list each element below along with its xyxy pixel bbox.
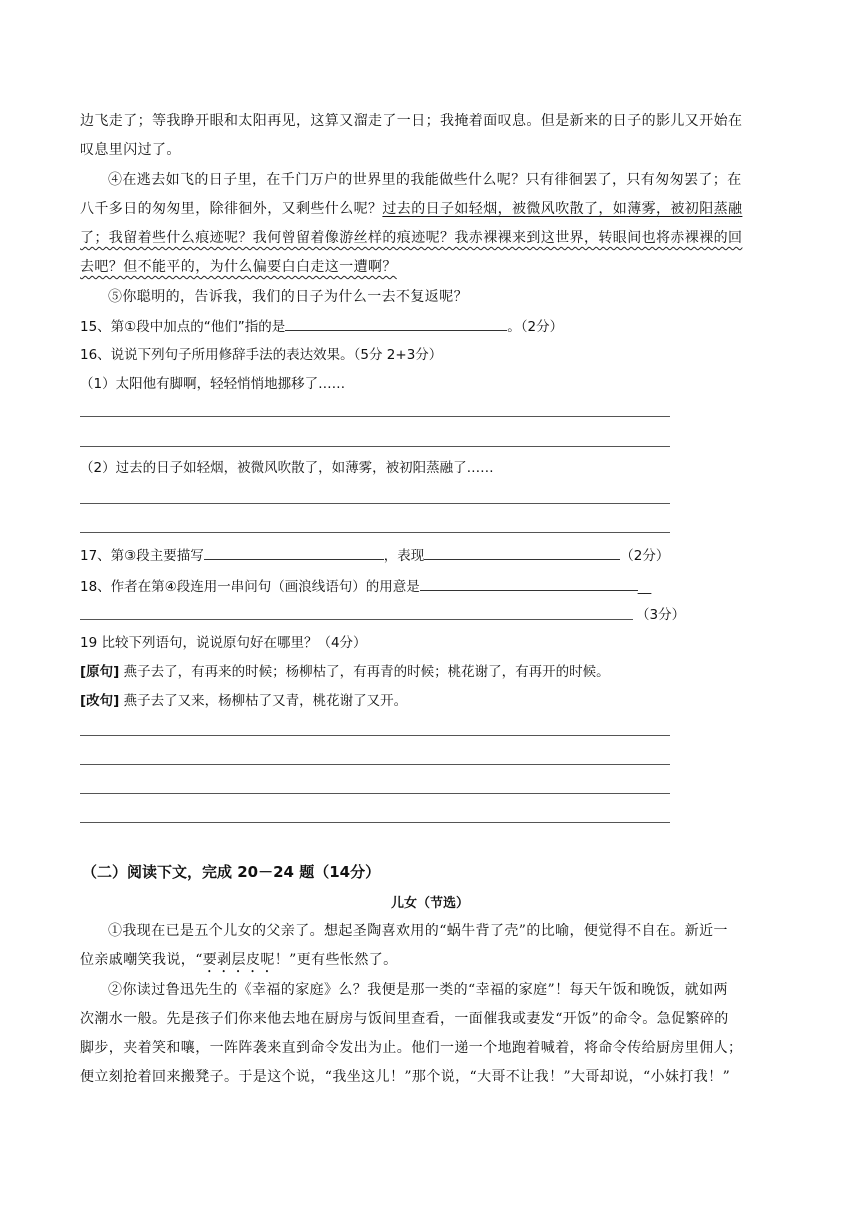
question-16-1: （1）太阳他有脚啊，轻轻悄悄地挪移了……: [80, 376, 346, 392]
question-16-2: （2）过去的日子如轻烟，被微风吹散了，如薄雾，被初阳蒸融了……: [80, 460, 494, 476]
question-18-score: （3分）: [636, 607, 686, 623]
question-17-blank-1[interactable]: [204, 545, 384, 560]
paragraph-5: ⑤你聪明的，告诉我，我们的日子为什么一去不复返呢？: [108, 289, 468, 305]
p1-line-2-start: 位亲戚嘲笑我说，: [80, 952, 196, 968]
paragraph-4-line-3: [80, 228, 784, 252]
question-15-answer-blank[interactable]: [285, 316, 507, 331]
question-17: [80, 545, 784, 566]
answer-line[interactable]: [80, 503, 670, 504]
question-18-blank[interactable]: [420, 576, 638, 591]
passage-2-title: 儿女（节选）: [390, 896, 469, 911]
paragraph-4-line-4: [80, 257, 784, 281]
dotted-phrase: “要剥层皮呢！”: [195, 952, 297, 968]
passage-2-p2-line-2: 次潮水一般。先是孩子们你来他去地在厨房与饭间里查看，一面催我或妻发“开饭”的命令。急促繁碎的: [80, 1011, 729, 1027]
passage-2-p1-line-1: ①我现在已是五个儿女的父亲了。想起圣陶喜欢用的“蜗牛背了壳”的比喻，便觉得不自在。新近一: [108, 923, 728, 939]
question-16: 16、说说下列句子所用修辞手法的表达效果。（5分 2+3分）: [80, 347, 443, 363]
question-18-prompt: 18、作者在第④段连用一串问句（画浪线语句）的用意是: [80, 579, 420, 595]
answer-line[interactable]: [80, 735, 670, 736]
modified-sentence: 燕子去了又来，杨柳枯了又青，桃花谢了又开。: [123, 693, 408, 709]
original-label: [原句]: [80, 664, 120, 680]
question-17-blank-2[interactable]: [424, 545, 620, 560]
answer-line[interactable]: [80, 446, 670, 447]
passage-2-p2-line-3: 脚步，夹着笑和嚷，一阵阵袭来直到命令发出为止。他们一递一个地跑着喊着，将命令传给厨房里佣人；: [80, 1040, 743, 1056]
question-19: 19 比较下列语句，说说原句好在哪里？（4分）: [80, 635, 367, 651]
question-19-original: [80, 662, 784, 682]
paragraph-4-wavy-question-1: 了；我留着些什么痕迹呢？我何曾留着像游丝样的痕迹呢？我赤裸裸来到这世界，转眼间也将赤裸裸的回: [80, 230, 743, 246]
question-15: [80, 316, 784, 337]
answer-line[interactable]: [80, 764, 670, 765]
passage-2-p2-line-4: 便立刻抢着回来搬凳子。于是这个说，“我坐这儿！”那个说，“大哥不让我！”大哥却说，“小妹打我！”: [80, 1069, 731, 1085]
modified-label: [改句]: [80, 693, 120, 709]
answer-line[interactable]: [80, 532, 670, 533]
answer-line[interactable]: [80, 619, 633, 620]
p1-line-2-end: 更有些怅然了。: [296, 952, 398, 968]
question-17-mid: ，表现: [383, 548, 425, 564]
paragraph-4-line-1: ④在逃去如飞的日子里，在千门万户的世界里的我能做些什么呢？只有徘徊罢了，只有匆匆罢了；在: [108, 172, 742, 188]
paragraph-4-line-2: [80, 199, 784, 219]
question-18-tail: __: [637, 579, 652, 595]
question-18: [80, 576, 784, 597]
answer-line[interactable]: [80, 822, 670, 823]
paragraph-4-line-2-underlined: 过去的日子如轻烟，被微风吹散了，如薄雾，被初阳蒸融: [382, 201, 743, 217]
paragraph-3-line-1: 边飞走了；等我睁开眼和太阳再见，这算又溜走了一日；我掩着面叹息。但是新来的日子的影儿又开始在: [80, 113, 743, 129]
question-19-modified: [80, 691, 784, 711]
passage-2-p1-line-2: [80, 950, 784, 974]
passage-2-p2-line-1: ②你读过鲁迅先生的《幸福的家庭》么？我便是那一类的“幸福的家庭”！每天午饭和晚饭，就如两: [108, 982, 728, 998]
question-17-score: （2分）: [620, 548, 670, 564]
section-2-heading: （二）阅读下文，完成 20－24 题（14分）: [82, 863, 381, 881]
question-15-score: 。（2分）: [507, 319, 564, 335]
paragraph-3-line-2: 叹息里闪过了。: [80, 142, 181, 158]
answer-line[interactable]: [80, 416, 670, 417]
answer-line[interactable]: [80, 793, 670, 794]
question-15-prompt: 15、第①段中加点的“他们”指的是: [80, 319, 286, 335]
paragraph-4-wavy-question-2: 去吧？但不能平的，为什么偏要白白走这一遭啊？: [80, 259, 397, 275]
paragraph-4-line-2-plain: 八千多日的匆匆里，除徘徊外，又剩些什么呢？: [80, 201, 383, 217]
question-17-prompt: 17、第③段主要描写: [80, 548, 204, 564]
original-sentence: 燕子去了，有再来的时候；杨柳枯了，有再青的时候；桃花谢了，有再开的时候。: [123, 664, 610, 680]
